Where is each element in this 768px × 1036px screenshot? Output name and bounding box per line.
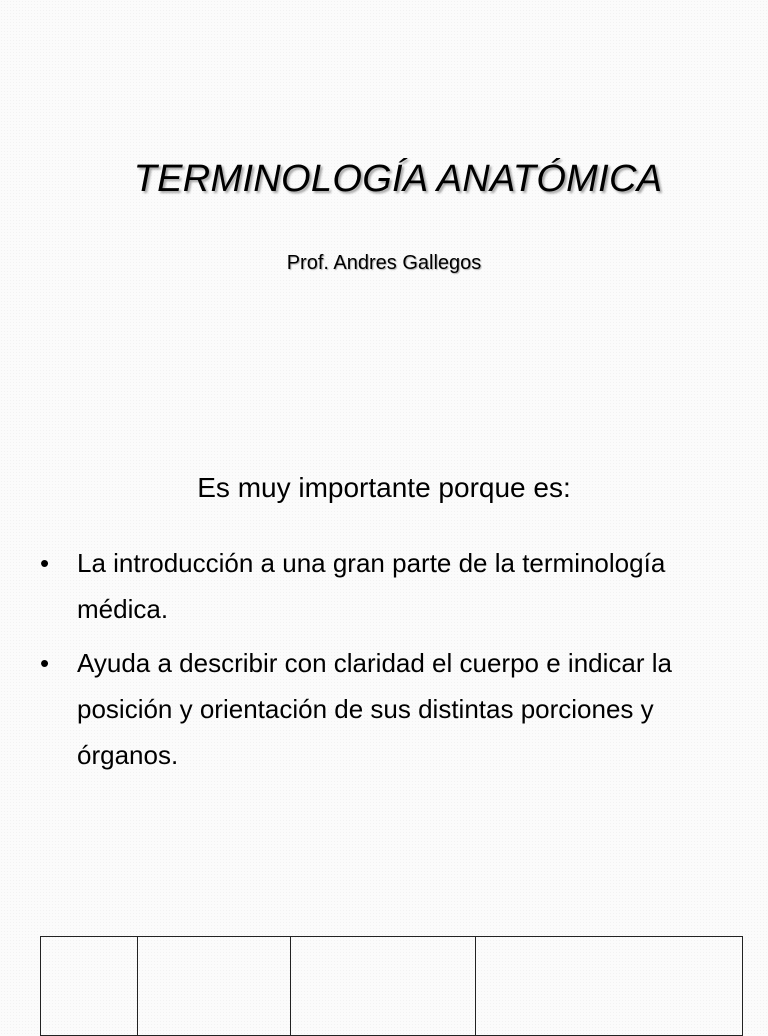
bullet-text: La introducción a una gran parte de la terminología médica. bbox=[77, 548, 666, 624]
empty-table bbox=[40, 936, 743, 1036]
list-item bbox=[40, 540, 750, 632]
table-cell bbox=[291, 937, 476, 1036]
bullet-text: Ayuda a describir con claridad el cuerpo e indicar la posición y orientación de sus distintas porciones y órganos. bbox=[77, 648, 672, 770]
table-cell bbox=[138, 937, 291, 1036]
table-cell bbox=[41, 937, 138, 1036]
table-cell bbox=[476, 937, 743, 1036]
intro-text: Es muy importante porque es: bbox=[197, 472, 571, 503]
slide-subtitle: Prof. Andres Gallegos bbox=[286, 252, 482, 274]
slide-title: TERMINOLOGÍA ANATÓMICA bbox=[133, 158, 663, 200]
table-row bbox=[41, 937, 743, 1036]
bullet-list bbox=[40, 540, 750, 786]
bullet-icon: • bbox=[40, 548, 50, 578]
list-item bbox=[40, 640, 750, 778]
bullet-icon: • bbox=[40, 648, 50, 678]
